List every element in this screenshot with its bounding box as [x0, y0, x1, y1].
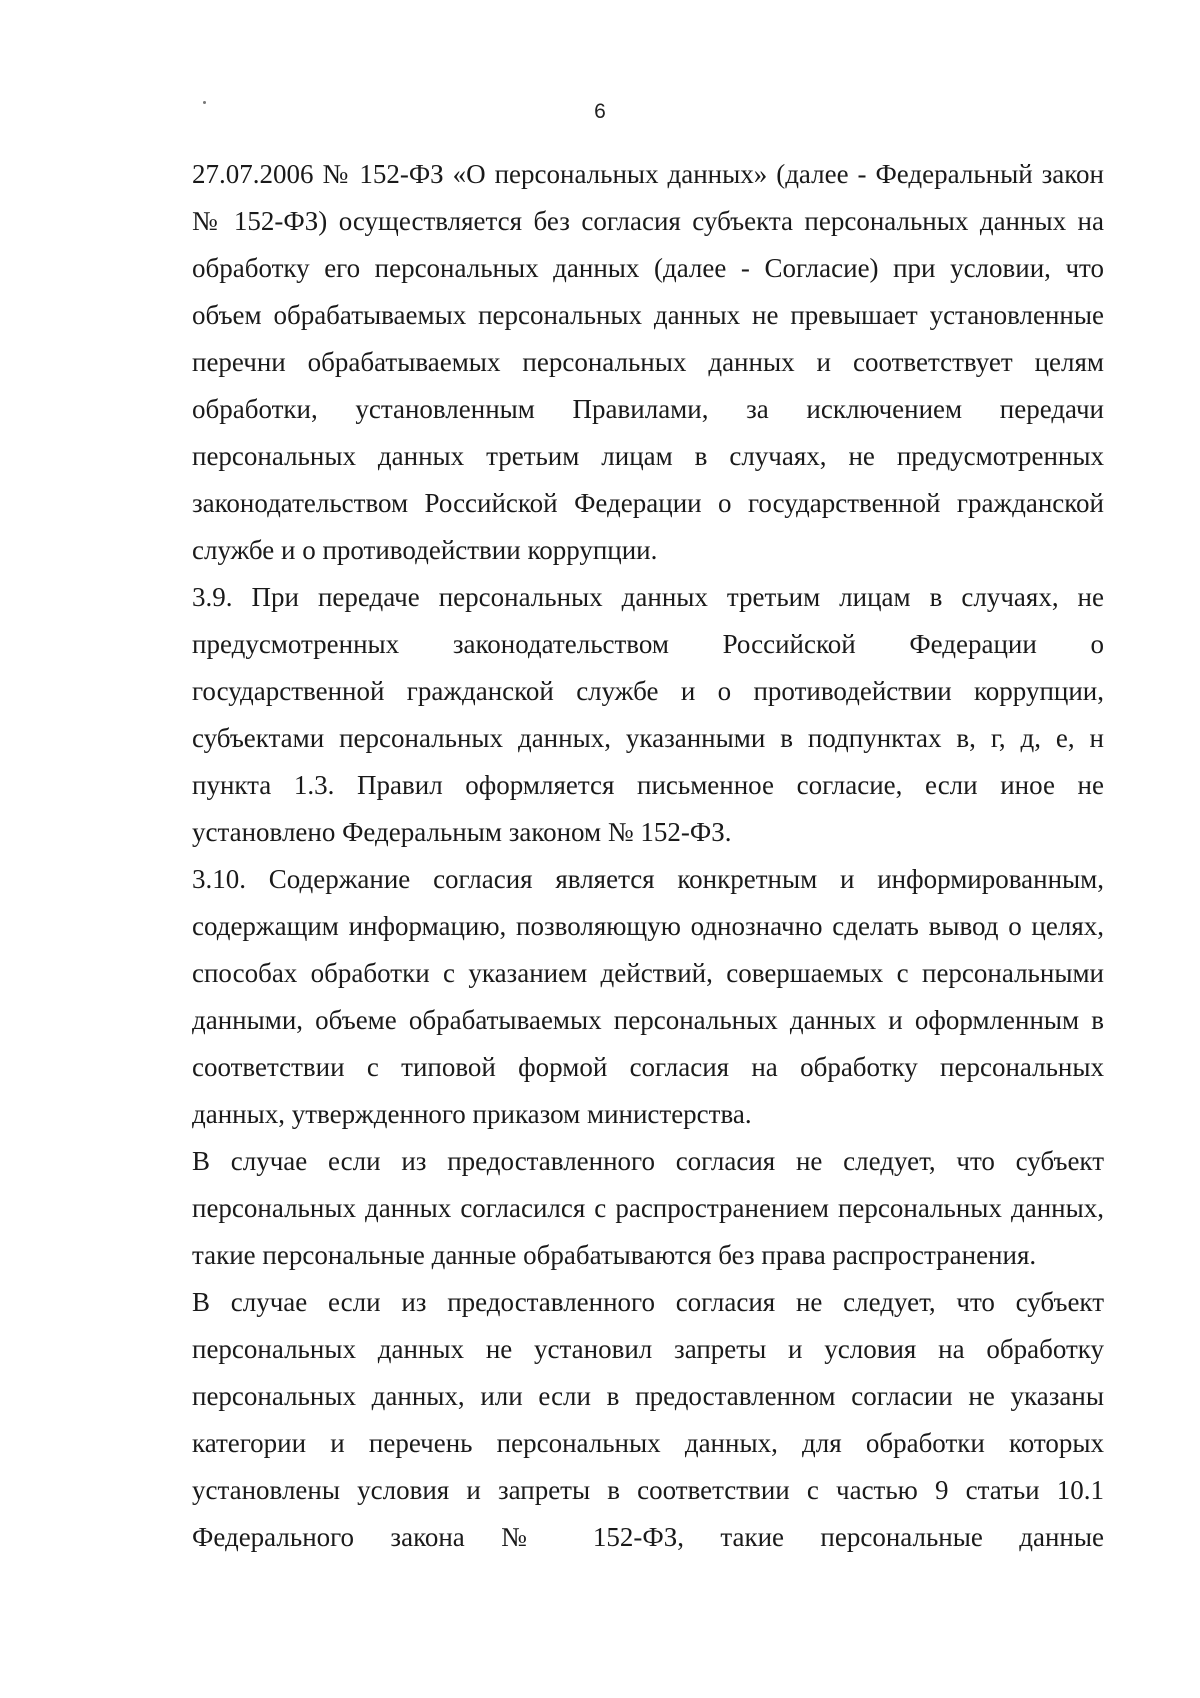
paragraph — [192, 1138, 1104, 1279]
text-line: В случае если из предоставленного согласия не следует, что субъект — [192, 1146, 1104, 1176]
text-line: законодательством Российской Федерации о государственной гражданской — [192, 488, 1104, 518]
text-line: персональных данных согласился с распространением персональных данных, — [192, 1193, 1104, 1223]
document-body — [192, 151, 1104, 1561]
text-line: данных, утвержденного приказом министерства. — [192, 1099, 752, 1129]
text-line: службе и о противодействии коррупции. — [192, 535, 658, 565]
text-line: такие персональные данные обрабатываются без права распространения. — [192, 1240, 1037, 1270]
text-line: 3.10. Содержание согласия является конкретным и информированным, — [192, 864, 1104, 894]
text-line: 3.9. При передаче персональных данных третьим лицам в случаях, не — [192, 582, 1104, 612]
text-line: соответствии с типовой формой согласия на обработку персональных — [192, 1052, 1104, 1082]
paragraph — [192, 856, 1104, 1138]
text-line: данными, объеме обрабатываемых персональных данных и оформленным в — [192, 1005, 1104, 1035]
text-line: перечни обрабатываемых персональных данных и соответствует целям — [192, 347, 1104, 377]
text-line: персональных данных третьим лицам в случаях, не предусмотренных — [192, 441, 1104, 471]
text-line: объем обрабатываемых персональных данных не превышает установленные — [192, 300, 1104, 330]
paragraph — [192, 574, 1104, 856]
paragraph — [192, 1279, 1104, 1561]
text-line: персональных данных не установил запреты и условия на обработку — [192, 1334, 1104, 1364]
text-line: персональных данных, или если в предоставленном согласии не указаны — [192, 1381, 1104, 1411]
text-line: № 152-ФЗ) осуществляется без согласия субъекта персональных данных на — [192, 206, 1104, 236]
text-line: предусмотренных законодательством Российской Федерации о — [192, 629, 1104, 659]
text-line: 27.07.2006 № 152-ФЗ «О персональных данных» (далее - Федеральный закон — [192, 159, 1104, 189]
page-number: 6 — [594, 100, 606, 123]
text-line: установлено Федеральным законом № 152-ФЗ. — [192, 817, 732, 847]
text-line: обработку его персональных данных (далее - Согласие) при условии, что — [192, 253, 1104, 283]
text-line: субъектами персональных данных, указанными в подпунктах в, г, д, е, н — [192, 723, 1104, 753]
text-line: категории и перечень персональных данных, для обработки которых — [192, 1428, 1104, 1458]
text-line: содержащим информацию, позволяющую однозначно сделать вывод о целях, — [192, 911, 1104, 941]
text-line: В случае если из предоставленного согласия не следует, что субъект — [192, 1287, 1104, 1317]
text-line: Федерального закона № 152-ФЗ, такие персональные данные — [192, 1522, 1104, 1552]
text-line: способах обработки с указанием действий, совершаемых с персональными — [192, 958, 1104, 988]
text-line: пункта 1.3. Правил оформляется письменное согласие, если иное не — [192, 770, 1104, 800]
text-line: установлены условия и запреты в соответствии с частью 9 статьи 10.1 — [192, 1475, 1104, 1505]
text-line: обработки, установленным Правилами, за исключением передачи — [192, 394, 1104, 424]
paragraph — [192, 151, 1104, 574]
text-line: государственной гражданской службе и о противодействии коррупции, — [192, 676, 1104, 706]
